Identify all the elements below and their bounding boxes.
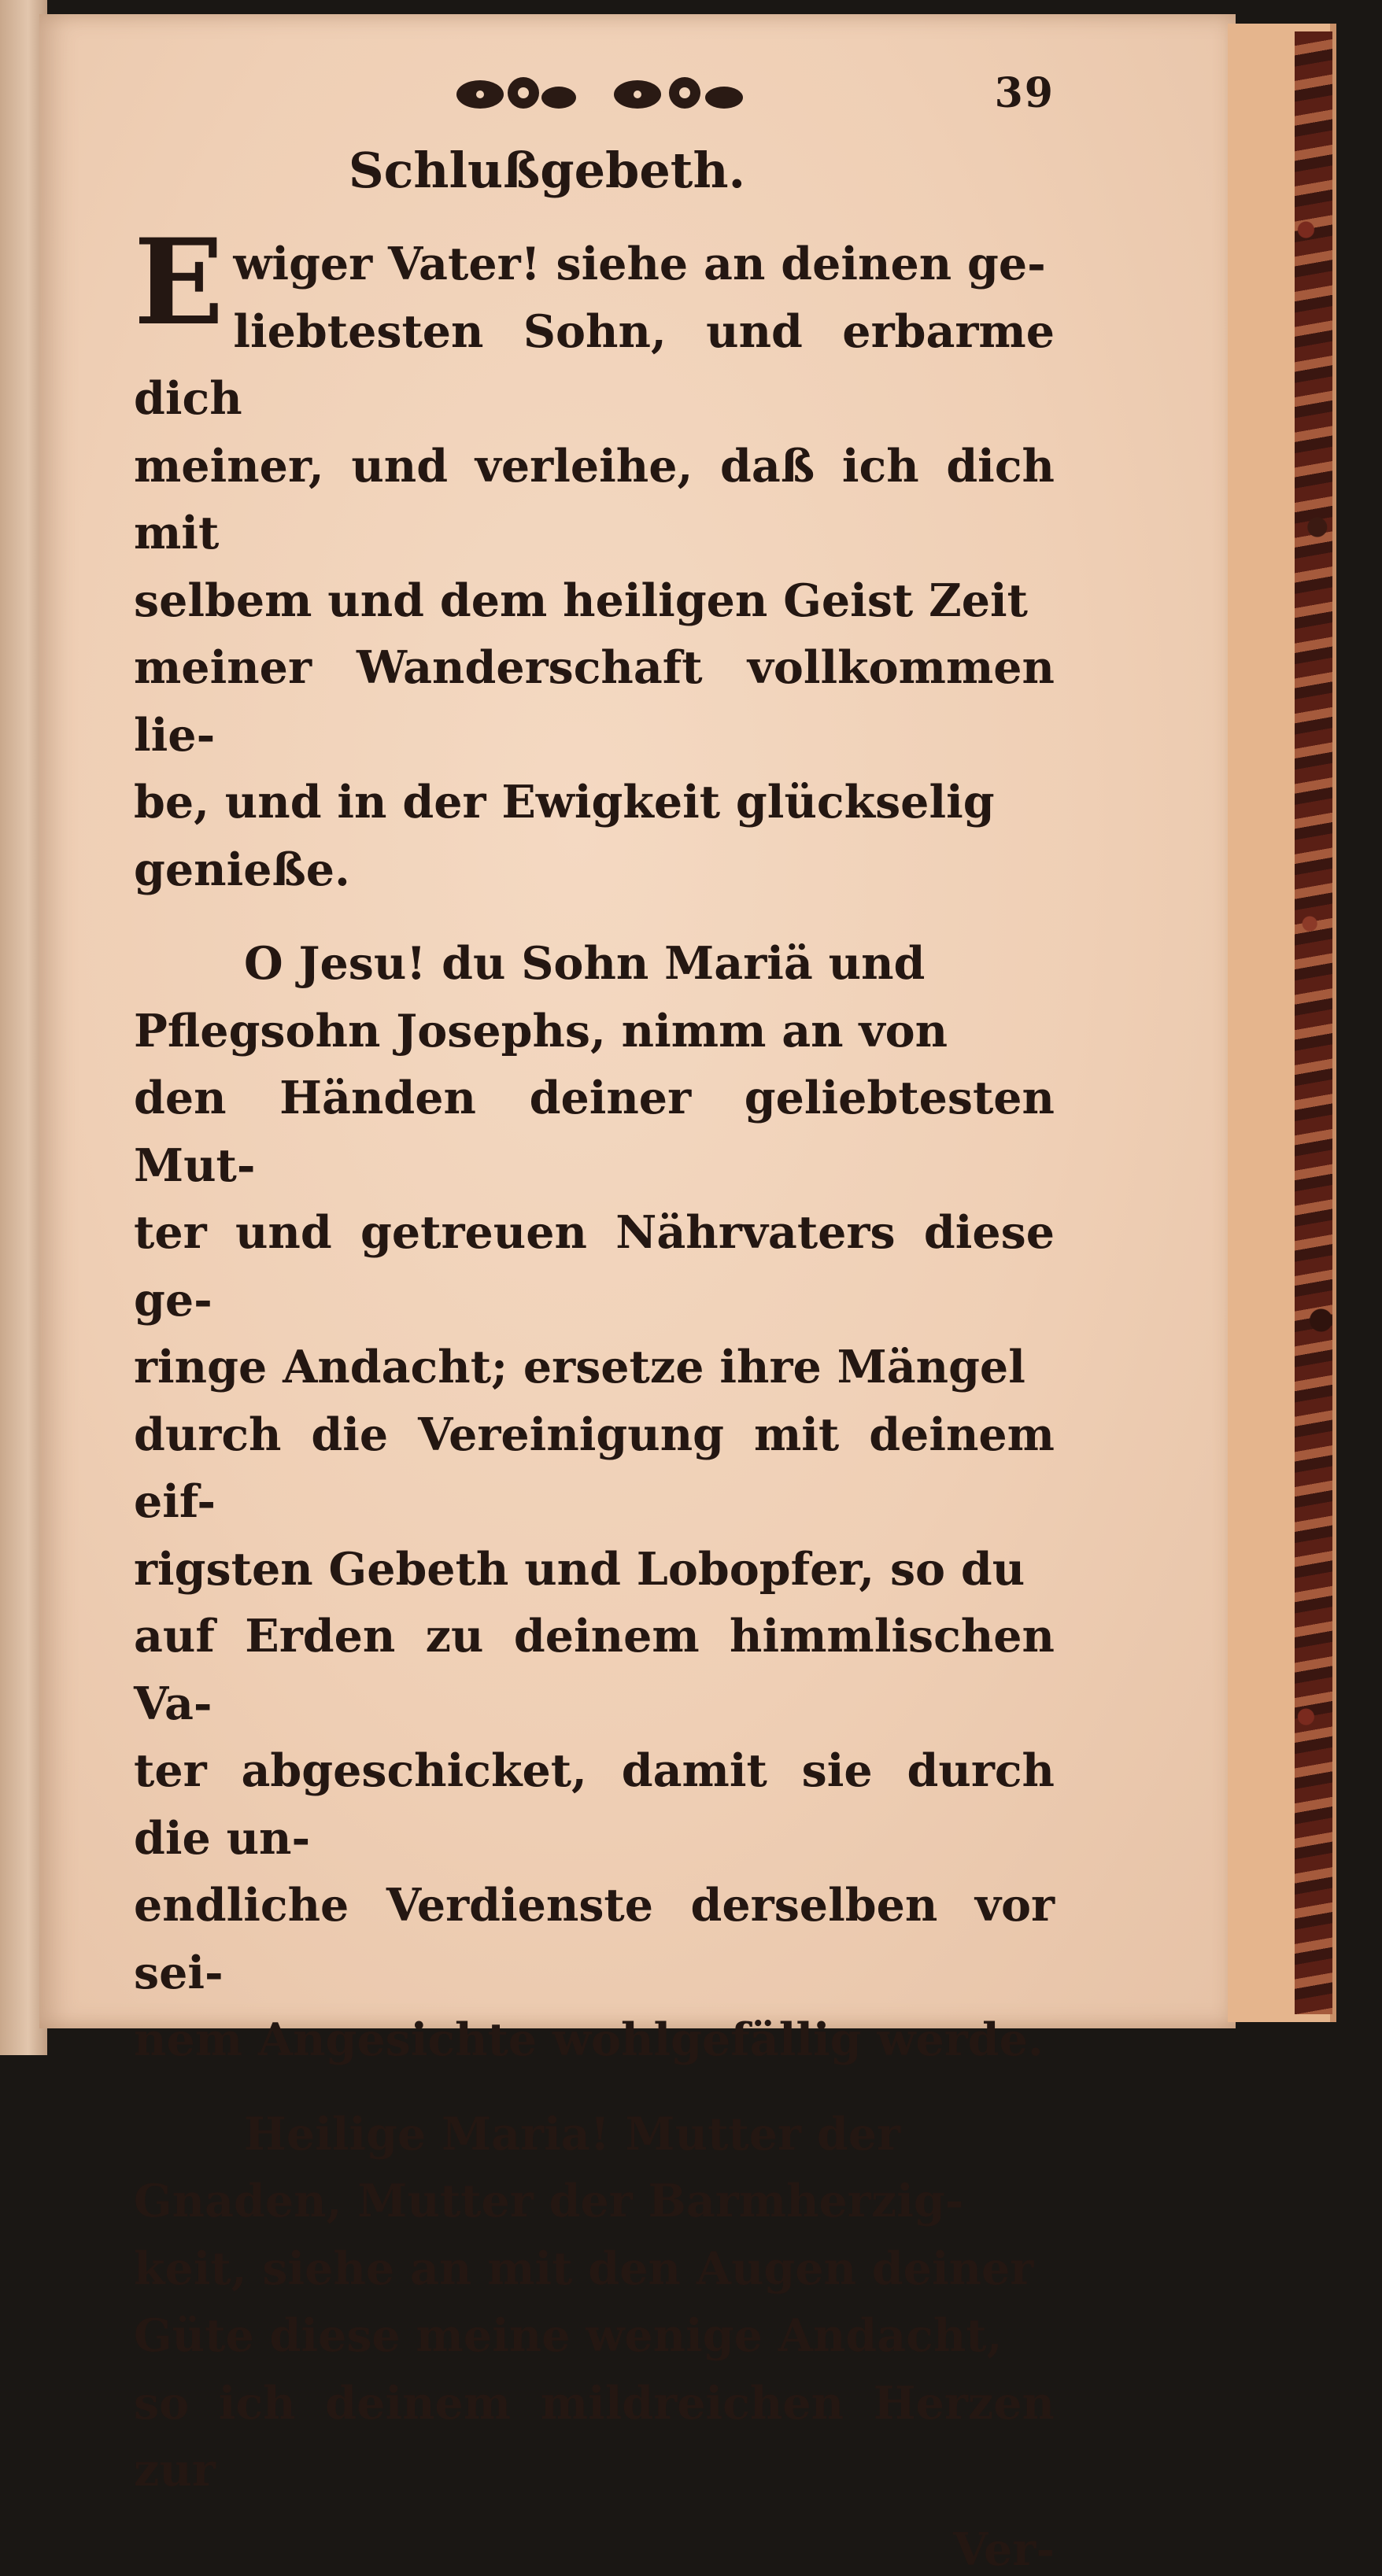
- text-line: O Jesu! du Sohn Mariä und: [244, 937, 926, 990]
- text-line: den Händen deiner geliebtesten Mut-: [134, 1072, 1055, 1192]
- paragraph-3: [134, 2101, 1055, 2504]
- page-content: [134, 55, 1055, 2576]
- text-line: wiger Vater! siehe an deinen ge-: [233, 238, 1046, 290]
- text-line: Pflegsohn Josephs, nimm an von: [134, 1004, 948, 1057]
- catchword: Ver-: [953, 2522, 1055, 2576]
- text-line: meiner, und verleihe, daß ich dich mit: [134, 439, 1055, 559]
- text-line: ter abgeschicket, damit sie durch die un-: [134, 1744, 1055, 1865]
- floral-ornament-icon: [449, 71, 779, 118]
- text-line: liebtesten Sohn, und erbarme dich: [134, 304, 1055, 425]
- paragraph-1: [134, 213, 1055, 903]
- text-line: rigsten Gebeth und Lobopfer, so du: [134, 1542, 1025, 1596]
- text-line: auf Erden zu deinem himmlischen Va-: [134, 1610, 1055, 1730]
- text-line: ringe Andacht; ersetze ihre Mängel: [134, 1341, 1025, 1393]
- text-line: selbem und dem heiligen Geist Zeit: [134, 574, 1028, 627]
- text-line: meiner Wanderschaft vollkommen lie-: [134, 641, 1055, 762]
- text-line: genieße.: [134, 843, 350, 896]
- page-header: [134, 55, 1055, 142]
- text-line: so ich deinem mildreichen Herzen zur: [134, 2376, 1055, 2497]
- text-line: be, und in der Ewigkeit glückselig: [134, 776, 995, 829]
- text-line: Heilige Maria! Mutter der: [244, 2107, 901, 2161]
- marbled-cover: [1295, 31, 1332, 2014]
- text-line: Gnaden, Mutter der Barmherzig-: [134, 2175, 964, 2227]
- drop-cap: E: [134, 213, 224, 352]
- page-title: Schlußgebeth.: [348, 142, 746, 199]
- text-line: durch die Vereinigung mit deinem eif-: [134, 1408, 1055, 1528]
- page-number: 39: [994, 69, 1055, 117]
- text-line: Güte diese meine wenige Andacht,: [134, 2309, 1003, 2362]
- text-line: nem Angesichte wohlgefällig werde.: [134, 2013, 1044, 2066]
- text-line: ter und getreuen Nährvaters diese ge-: [134, 1206, 1055, 1327]
- text-line: keit, siehe an mit den Augen deiner: [134, 2242, 1034, 2295]
- text-line: endliche Verdienste derselben vor sei-: [134, 1879, 1055, 1999]
- paragraph-2: [134, 930, 1055, 2074]
